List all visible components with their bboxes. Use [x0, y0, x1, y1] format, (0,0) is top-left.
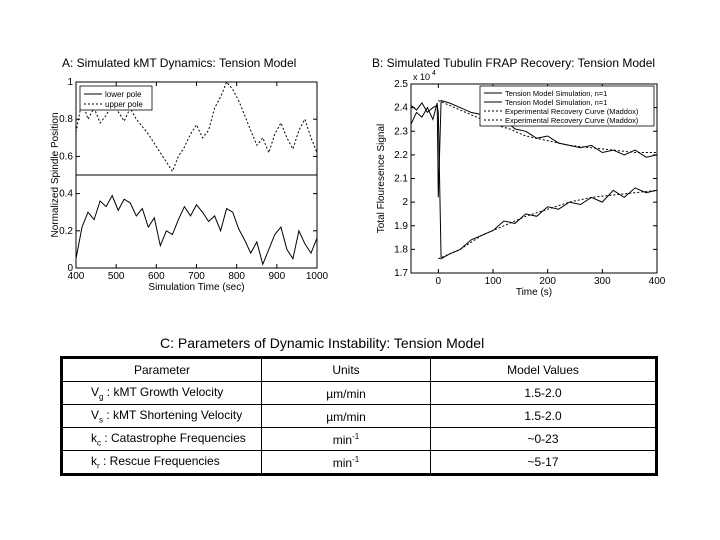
- y-tick-label: 0.4: [59, 188, 73, 200]
- parameter-symbol: V: [91, 407, 100, 422]
- x-tick-label: 0: [435, 276, 442, 287]
- parameter-subscript: c: [97, 438, 101, 448]
- x-tick-label: 900: [268, 271, 286, 282]
- value-cell: 1.5-2.0: [431, 382, 657, 405]
- y-axis-label: Normalized Spindle Position: [50, 112, 61, 238]
- y-tick-label: 1: [67, 77, 73, 88]
- parameter-description: : Catastrophe Frequencies: [101, 430, 246, 445]
- units-cell: [262, 428, 431, 451]
- parameter-symbol: k: [91, 430, 97, 445]
- table-row: [62, 451, 657, 475]
- legend-label: upper pole: [105, 100, 143, 109]
- x-tick-label: 800: [228, 271, 246, 282]
- y-tick-label: 1.7: [394, 268, 408, 279]
- x-tick-label: 400: [67, 271, 85, 282]
- units-cell: [262, 382, 431, 405]
- units-text: µm/min: [326, 386, 366, 401]
- table-row: [62, 428, 657, 451]
- x-tick-label: 100: [484, 276, 502, 287]
- y-tick-label: 1.9: [394, 220, 408, 232]
- parameter-symbol: k: [91, 453, 97, 468]
- panel-b-title: B: Simulated Tubulin FRAP Recovery: Tension Model: [372, 56, 656, 70]
- y-tick-label: 0.2: [59, 225, 73, 237]
- y-tick-label: 2.2: [394, 149, 408, 161]
- y-tick-label: 2.1: [394, 173, 408, 185]
- header-model-values: Model Values: [431, 358, 657, 382]
- parameter-description: : kMT Shortening Velocity: [103, 407, 243, 422]
- y-tick-label: 0: [67, 263, 73, 274]
- units-exponent: -1: [352, 454, 360, 464]
- parameter-subscript: g: [99, 392, 104, 402]
- parameter-cell: [62, 382, 262, 405]
- parameter-description: : kMT Growth Velocity: [103, 384, 224, 399]
- value-cell: ~5-17: [431, 451, 657, 475]
- x-tick-label: 300: [593, 276, 611, 287]
- legend-label: lower pole: [105, 90, 142, 99]
- header-units: Units: [262, 358, 431, 382]
- y-tick-label: 0.6: [59, 151, 73, 163]
- units-text: min: [332, 432, 353, 447]
- y-axis-label: Total Flouresence Signal: [376, 123, 387, 234]
- units-cell: [262, 405, 431, 428]
- legend-label: Tension Model Simulation, n=1: [505, 98, 608, 107]
- y-axis-exponent-power: 4: [432, 70, 436, 77]
- parameter-cell: [62, 451, 262, 475]
- x-tick-label: 700: [188, 271, 205, 282]
- units-text: min: [332, 455, 353, 470]
- panel-a-title: A: Simulated kMT Dynamics: Tension Model: [62, 56, 297, 70]
- x-tick-label: 1000: [305, 271, 329, 282]
- legend-label: Experimental Recovery Curve (Maddox): [505, 107, 639, 116]
- series-line-experimental-recovery-curve-maddox-: [438, 190, 657, 258]
- parameter-cell: [62, 428, 262, 451]
- parameter-subscript: s: [99, 415, 104, 425]
- x-axis-label: Time (s): [515, 287, 553, 298]
- y-tick-label: 2.3: [394, 126, 408, 138]
- x-tick-label: 200: [539, 276, 557, 287]
- value-cell: 1.5-2.0: [431, 405, 657, 428]
- x-axis-label: Simulation Time (sec): [148, 282, 245, 293]
- parameter-description: : Rescue Frequencies: [99, 453, 220, 468]
- units-exponent: -1: [352, 431, 360, 441]
- y-tick-label: 0.8: [59, 114, 73, 126]
- parameter-cell: [62, 405, 262, 428]
- table-row: [62, 382, 657, 405]
- y-tick-label: 1.8: [394, 244, 408, 256]
- header-parameter: Parameter: [62, 358, 262, 382]
- y-tick-label: 2: [402, 197, 408, 209]
- y-axis-exponent: x 10: [413, 72, 431, 82]
- units-cell: [262, 451, 431, 475]
- x-tick-label: 400: [648, 276, 666, 287]
- y-tick-label: 2.4: [394, 102, 408, 114]
- value-cell: ~0-23: [431, 428, 657, 451]
- legend-label: Tension Model Simulation, n=1: [505, 89, 608, 98]
- legend-label: Experimental Recovery Curve (Maddox): [505, 116, 639, 125]
- table-header-row: [62, 358, 657, 382]
- table-row: [62, 405, 657, 428]
- parameters-table: [60, 356, 658, 476]
- panel-c-title: C: Parameters of Dynamic Instability: Tension Model: [160, 335, 485, 351]
- y-tick-label: 2.5: [394, 79, 408, 90]
- x-tick-label: 600: [147, 271, 165, 282]
- units-text: µm/min: [326, 409, 366, 424]
- parameter-symbol: V: [91, 384, 100, 399]
- parameter-subscript: r: [97, 461, 100, 471]
- x-tick-label: 500: [107, 271, 125, 282]
